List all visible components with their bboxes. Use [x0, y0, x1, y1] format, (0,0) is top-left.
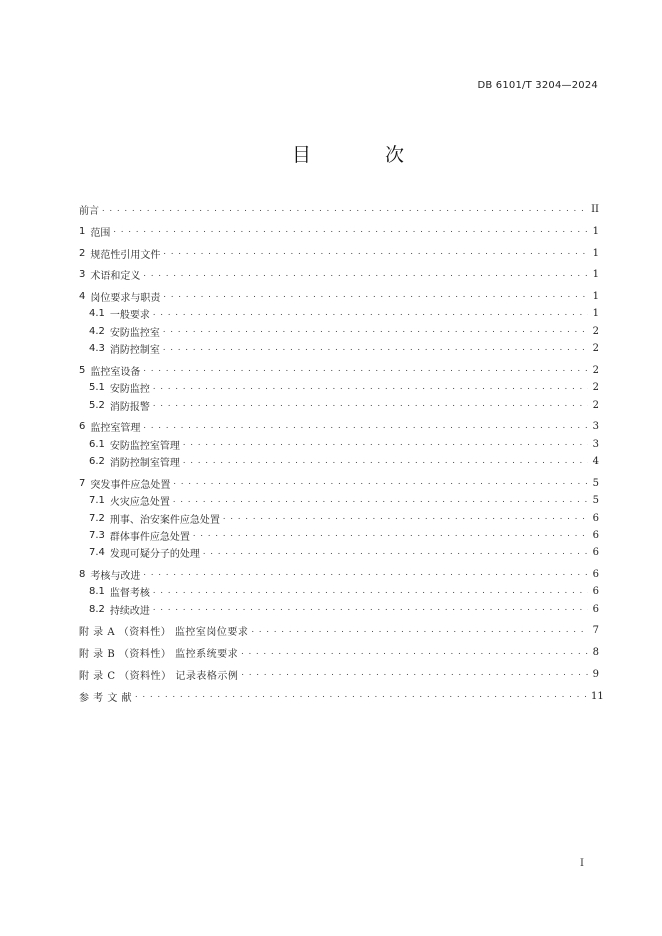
toc-entry-page: 7: [592, 625, 599, 637]
dot-leader: [163, 290, 588, 302]
dot-leader: [173, 477, 588, 489]
toc-subentry[interactable]: [79, 527, 599, 544]
toc-entry-page: 1: [592, 247, 599, 259]
toc-entry-page: 2: [592, 382, 599, 394]
toc-entry-label: 岗位要求与职责: [90, 292, 161, 304]
toc-entry-label: 消防报警: [109, 401, 150, 413]
toc-subentry[interactable]: [79, 396, 599, 413]
toc-entry-label: 监控室管理: [90, 423, 141, 435]
toc-entry-label: 刑事、治安案件应急处置: [109, 514, 220, 526]
dot-leader: [153, 603, 588, 615]
toc-entry-page: 6: [592, 547, 599, 559]
toc-entry-page: 2: [592, 343, 599, 355]
toc-entry-number: 7.3: [89, 529, 105, 541]
dot-leader: [153, 399, 588, 411]
dot-leader: [143, 269, 588, 281]
dot-leader: [251, 625, 588, 637]
toc-entry-label: 突发事件应急处置: [90, 479, 171, 491]
toc-entry-label: 消防控制室管理: [109, 458, 180, 470]
toc-subentry[interactable]: [79, 509, 599, 526]
page-number: I: [580, 858, 584, 869]
toc-entry-page: 2: [592, 325, 599, 337]
toc-entry-page: 2: [592, 364, 599, 376]
toc-entry-label: 范围: [90, 227, 111, 239]
toc-entry-number: 8.2: [89, 603, 105, 615]
toc-entry-number: 2: [79, 247, 86, 259]
toc-entry[interactable]: [79, 266, 599, 283]
document-code: DB 6101/T 3204—2024: [477, 80, 598, 91]
dot-leader: [241, 647, 588, 659]
dot-leader: [163, 247, 588, 259]
toc-entry-page: 3: [592, 421, 599, 433]
toc-entry[interactable]: [79, 644, 599, 661]
toc-entry-label: 安防监控室: [109, 327, 160, 339]
table-of-contents: [79, 201, 604, 705]
toc-entry-label: 持续改进: [109, 605, 150, 617]
toc-subentry[interactable]: [79, 544, 599, 561]
toc-entry-number: 8: [79, 568, 86, 580]
toc-entry-number: 4.1: [89, 308, 105, 320]
toc-subentry[interactable]: [79, 305, 599, 322]
toc-entry[interactable]: [79, 687, 604, 704]
dot-leader: [153, 382, 588, 394]
toc-entry-label: 术语和定义: [90, 271, 141, 283]
dot-leader: [193, 529, 588, 541]
dot-leader: [183, 456, 588, 468]
toc-entry-page: 9: [592, 668, 599, 680]
toc-entry[interactable]: [79, 666, 599, 683]
toc-entry-number: 4: [79, 290, 86, 302]
toc-entry-page: 6: [592, 603, 599, 615]
toc-entry-number: 5.1: [89, 382, 105, 394]
dot-leader: [135, 690, 588, 702]
toc-entry[interactable]: [79, 362, 599, 379]
toc-entry-number: 5: [79, 364, 86, 376]
toc-entry-label: 监控室设备: [90, 366, 141, 378]
toc-entry[interactable]: [79, 223, 599, 240]
toc-entry-page: 8: [592, 647, 599, 659]
toc-entry-number: 4.2: [89, 325, 105, 337]
toc-entry-page: 2: [592, 399, 599, 411]
dot-leader: [113, 225, 588, 237]
toc-subentry[interactable]: [79, 453, 599, 470]
toc-entry-number: 6: [79, 421, 86, 433]
toc-entry-page: 6: [592, 586, 599, 598]
dot-leader: [203, 547, 588, 559]
toc-entry-page: 1: [592, 290, 599, 302]
toc-entry-page: 11: [591, 690, 604, 702]
toc-entry-page: 1: [592, 225, 599, 237]
dot-leader: [241, 668, 588, 680]
dot-leader: [163, 343, 588, 355]
dot-leader: [153, 308, 588, 320]
dot-leader: [183, 438, 588, 450]
toc-entry-label: 考核与改进: [90, 570, 141, 582]
toc-entry[interactable]: [79, 475, 599, 492]
dot-leader: [143, 421, 588, 433]
toc-entry-number: 5.2: [89, 399, 105, 411]
toc-entry-page: 6: [592, 529, 599, 541]
toc-subentry[interactable]: [79, 583, 599, 600]
toc-entry-number: 7.2: [89, 512, 105, 524]
toc-entry-page: 5: [592, 477, 599, 489]
toc-entry-label: 监督考核: [109, 588, 150, 600]
dot-leader: [102, 204, 588, 216]
toc-entry-label: 安防监控: [109, 384, 150, 396]
toc-entry-label: 安防监控室管理: [109, 440, 180, 452]
toc-entry-label: 发现可疑分子的处理: [109, 549, 200, 561]
toc-entry-page: II: [591, 204, 599, 216]
toc-subentry[interactable]: [79, 323, 599, 340]
toc-subentry[interactable]: [79, 435, 599, 452]
toc-subentry[interactable]: [79, 379, 599, 396]
dot-leader: [143, 568, 588, 580]
dot-leader: [173, 495, 588, 507]
toc-subentry[interactable]: [79, 601, 599, 618]
toc-subentry[interactable]: [79, 492, 599, 509]
toc-entry[interactable]: [79, 566, 599, 583]
toc-entry-label: 规范性引用文件: [90, 249, 161, 261]
dot-leader: [163, 325, 588, 337]
toc-entry-label: 前言: [79, 206, 99, 218]
toc-entry-label: 附 录 A （资料性） 监控室岗位要求: [79, 627, 249, 639]
toc-entry-number: 7: [79, 477, 86, 489]
toc-entry-label: 一般要求: [109, 310, 150, 322]
toc-entry-page: 1: [592, 308, 599, 320]
toc-subentry[interactable]: [79, 340, 599, 357]
toc-entry-label: 参 考 文 献: [79, 692, 133, 704]
dot-leader: [223, 512, 588, 524]
toc-entry-label: 附 录 B （资料性） 监控系统要求: [79, 649, 239, 661]
toc-entry-page: 6: [592, 568, 599, 580]
toc-entry-label: 消防控制室: [109, 345, 160, 357]
toc-entry[interactable]: [79, 288, 599, 305]
toc-entry-label: 附 录 C （资料性） 记录表格示例: [79, 670, 239, 682]
toc-entry-label: 群体事件应急处置: [109, 531, 190, 543]
toc-entry-number: 4.3: [89, 343, 105, 355]
toc-entry-page: 6: [592, 512, 599, 524]
toc-entry-number: 7.1: [89, 495, 105, 507]
dot-leader: [143, 364, 588, 376]
toc-entry-page: 5: [592, 495, 599, 507]
toc-entry-number: 7.4: [89, 547, 105, 559]
toc-entry-number: 8.1: [89, 586, 105, 598]
toc-entry[interactable]: [79, 201, 599, 218]
toc-entry-number: 1: [79, 225, 86, 237]
toc-entry[interactable]: [79, 622, 599, 639]
toc-entry-page: 4: [592, 456, 599, 468]
toc-entry[interactable]: [79, 244, 599, 261]
toc-entry-page: 3: [592, 438, 599, 450]
toc-entry-number: 6.1: [89, 438, 105, 450]
toc-entry-page: 1: [592, 269, 599, 281]
toc-entry-number: 3: [79, 269, 86, 281]
dot-leader: [153, 586, 588, 598]
toc-title: 目 次: [291, 144, 439, 166]
toc-entry-number: 6.2: [89, 456, 105, 468]
toc-entry[interactable]: [79, 418, 599, 435]
toc-entry-label: 火灾应急处置: [109, 497, 170, 509]
